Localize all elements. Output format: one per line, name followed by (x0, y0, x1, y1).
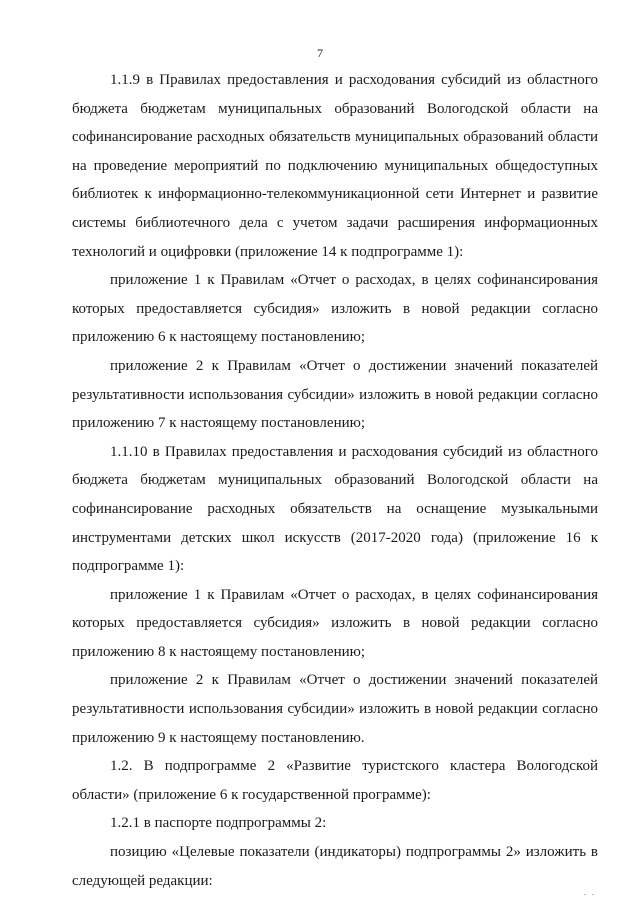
paragraph-1-2-1: 1.2.1 в паспорте подпрограммы 2: (110, 815, 327, 832)
paragraph-appendix-2-report-results-2: приложение 2 к Правилам «Отчет о достижении значений показателей результативности использования субсидии» изложить в новой редакции согласно приложению 9 к настоящему постановлению. (72, 672, 598, 746)
paragraph-appendix-1-report-expenses-2: приложение 1 к Правилам «Отчет о расходах, в целях софинансирования которых предоставляется субсидия» изложить в новой редакции согласно приложению 8 к настоящему постановлению; (72, 586, 598, 660)
document-body (72, 66, 598, 895)
paragraph-target-indicators: позицию «Целевые показатели (индикаторы) подпрограммы 2» изложить в следующей редакции: (72, 844, 598, 889)
paragraph-1-1-9: 1.1.9 в Правилах предоставления и расходования субсидий из областного бюджета бюджетам муниципальных образований Вологодской области на софинансирование расходных обязательств муниципальных образований области на проведение мероприятий по подключению муниципальных общедоступных библиотек к информационно-телекоммуникационной сети Интернет и развитие системы библиотечного дела с учетом задачи расширения информационных технологий и оцифровки (приложение 14 к подпрограмме 1): (72, 72, 598, 260)
page-number: 7 (317, 46, 323, 60)
paragraph-1-2: 1.2. В подпрограмме 2 «Развитие туристского кластера Вологодской области» (приложение 6 к государственной программе): (72, 758, 598, 803)
scan-corner-mark: . . (584, 888, 596, 897)
paragraph-1-1-10: 1.1.10 в Правилах предоставления и расходования субсидий из областного бюджета бюджетам муниципальных образований Вологодской области на софинансирование расходных обязательств на оснащение музыкальными инструментами детских школ искусств (2017-2020 года) (приложение 16 к подпрограмме 1): (72, 443, 598, 575)
paragraph-appendix-2-report-results: приложение 2 к Правилам «Отчет о достижении значений показателей результативности использования субсидии» изложить в новой редакции согласно приложению 7 к настоящему постановлению; (72, 357, 598, 432)
paragraph-appendix-1-report-expenses: приложение 1 к Правилам «Отчет о расходах, в целях софинансирования которых предоставляется субсидия» изложить в новой редакции согласно приложению 6 к настоящему постановлению; (72, 272, 598, 346)
